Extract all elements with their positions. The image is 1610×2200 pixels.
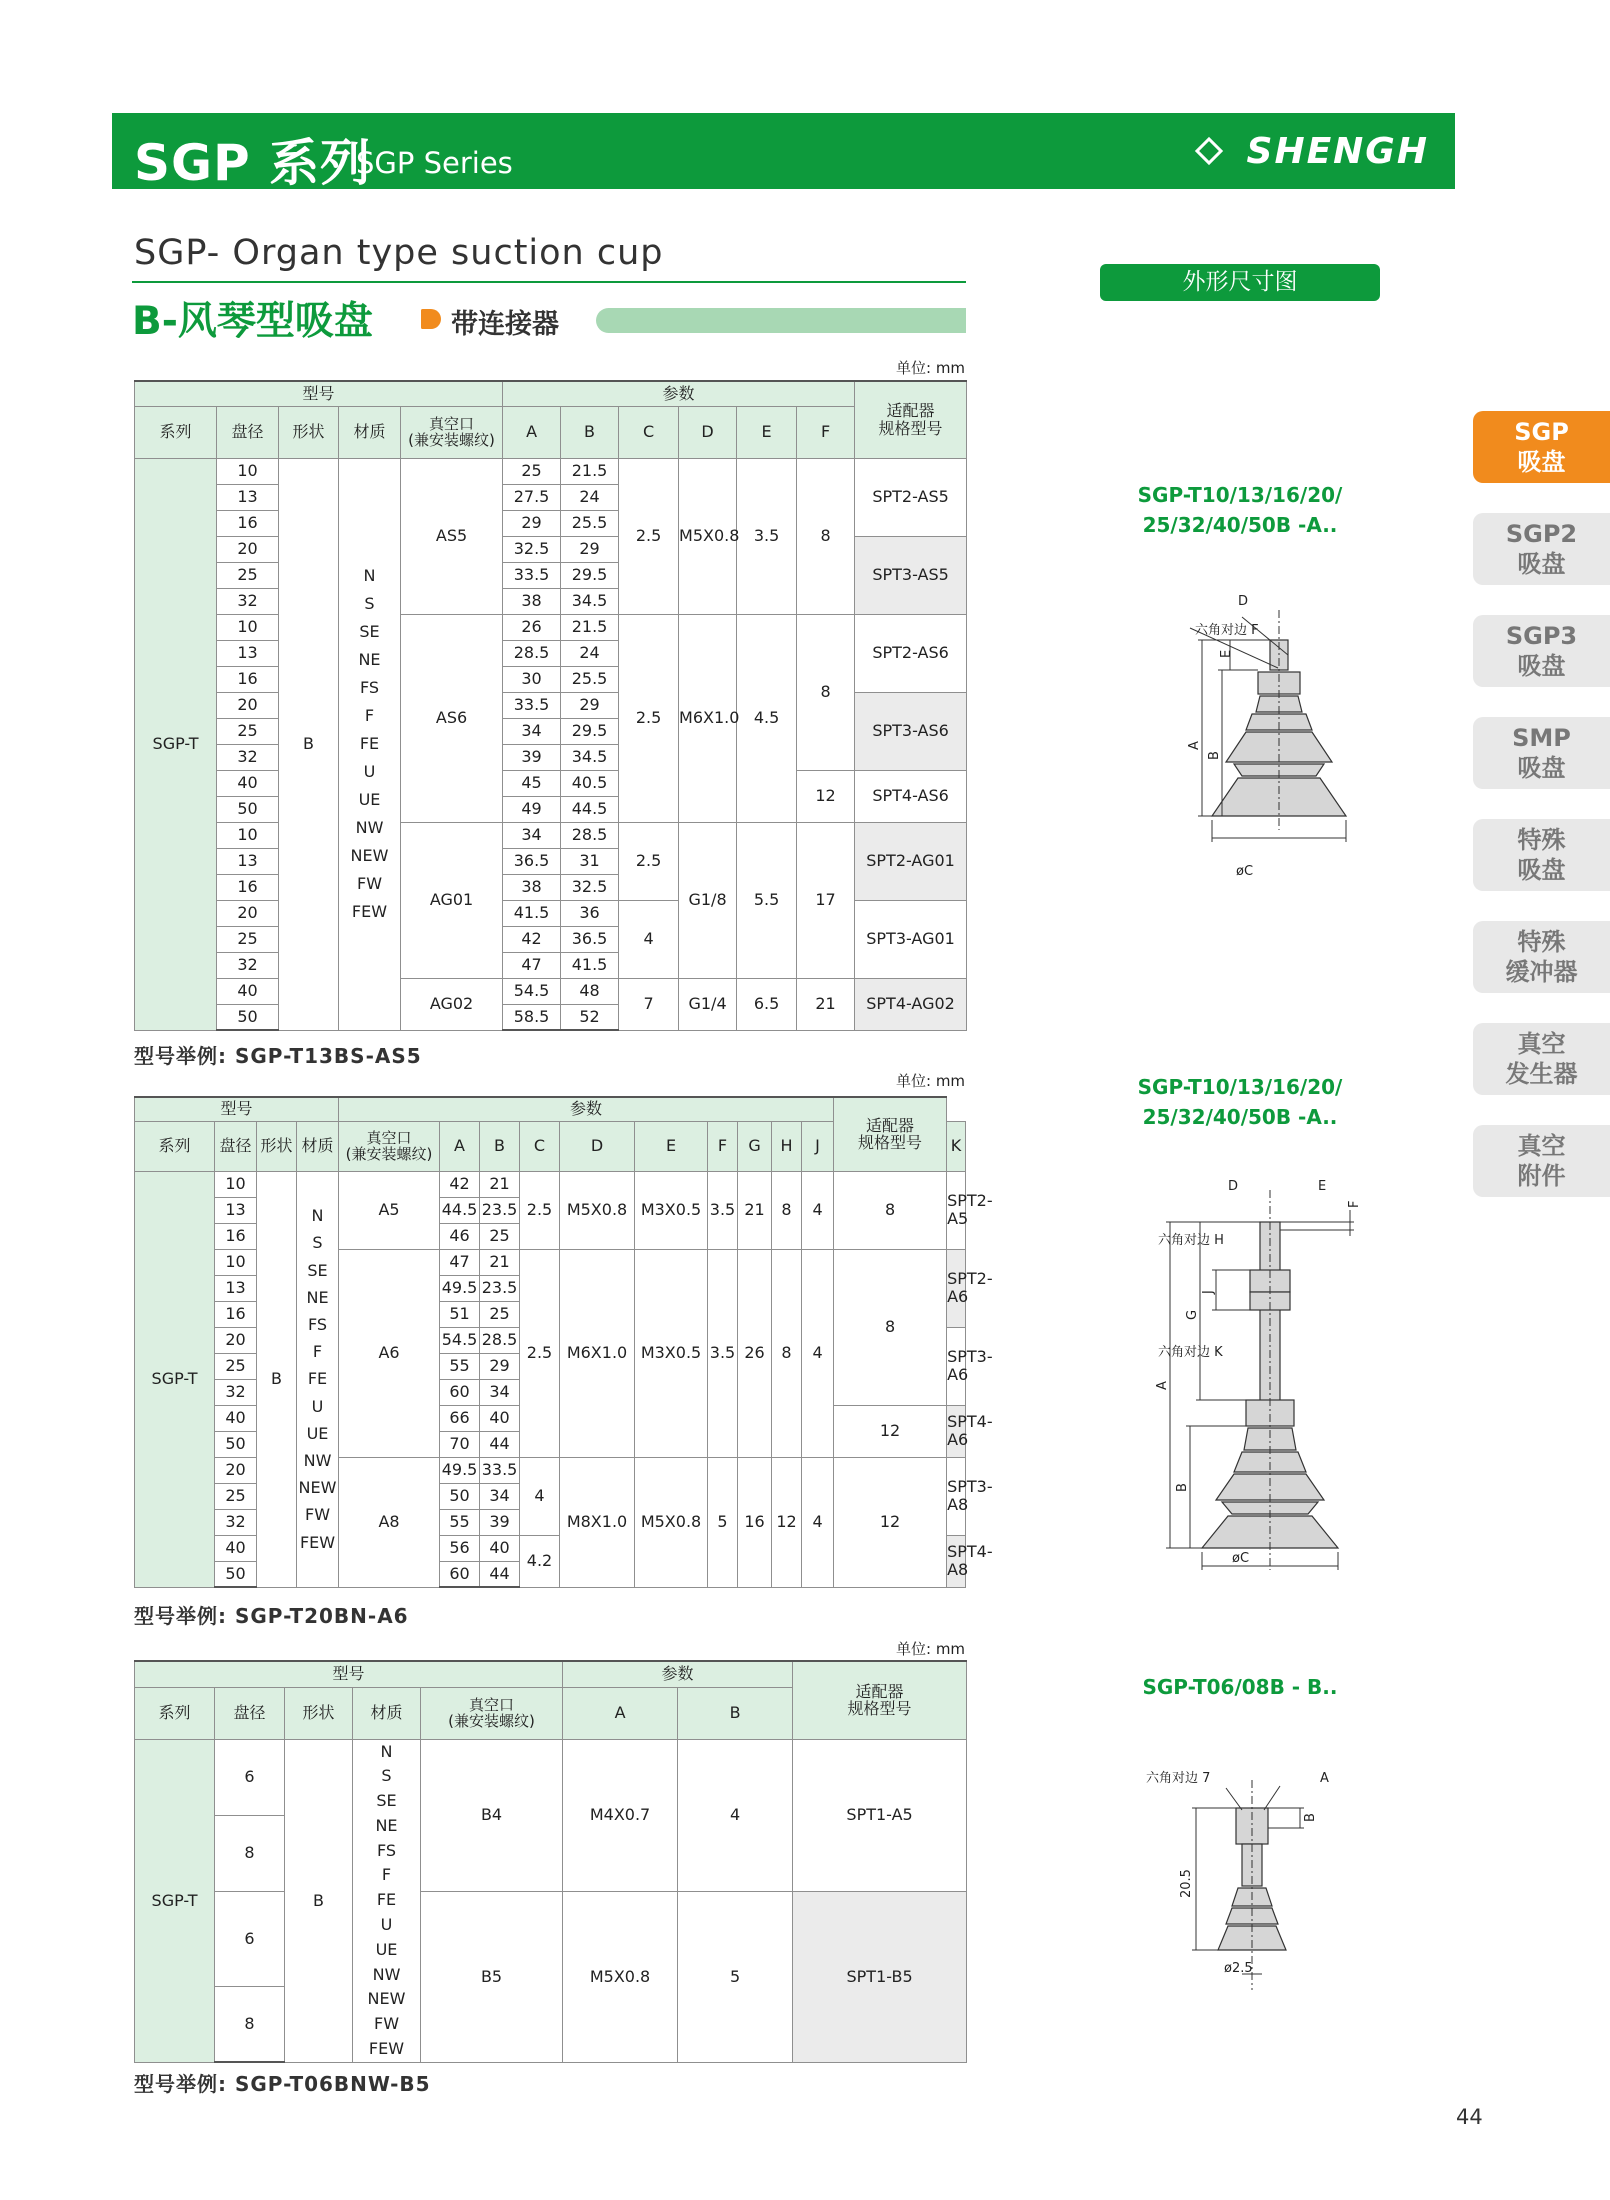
cell-j: 4 <box>802 1171 834 1249</box>
cell-b: 48 <box>561 978 619 1004</box>
cell-materials: N S SE NE FS F FE U UE NW NEW FW FEW <box>297 1171 339 1587</box>
sidebar-item-vacuum-generator[interactable]: 真空 发生器 <box>1473 1023 1610 1095</box>
cell-dia: 16 <box>215 1223 257 1249</box>
cell-b: 39 <box>480 1509 520 1535</box>
cell-a: 46 <box>440 1223 480 1249</box>
cell-j: 4 <box>802 1457 834 1587</box>
cell-a: 49.5 <box>440 1275 480 1301</box>
cell-c: 2.5 <box>619 614 679 822</box>
col-adapter: 适配器 规格型号 <box>855 381 967 458</box>
cell-c: 2.5 <box>619 822 679 900</box>
cell-dia: 40 <box>217 978 279 1004</box>
fig3-label-hex: 六角对边 7 <box>1146 1771 1211 1786</box>
cell-dia: 20 <box>217 692 279 718</box>
cell-adapter: SPT3-A8 <box>947 1457 966 1535</box>
cell-a: 60 <box>440 1379 480 1405</box>
cell-b: 44 <box>480 1561 520 1587</box>
fig3-label-b: B <box>1303 1813 1318 1822</box>
cell-dia: 10 <box>217 458 279 484</box>
cell-dia: 16 <box>217 666 279 692</box>
cell-b: 25.5 <box>561 666 619 692</box>
cell-a: 50 <box>440 1483 480 1509</box>
cell-b: 34 <box>480 1379 520 1405</box>
cell-dia: 6 <box>215 1739 285 1815</box>
cell-g: 21 <box>738 1171 772 1249</box>
cell-b: 36 <box>561 900 619 926</box>
cell-dia: 20 <box>217 536 279 562</box>
col-param-b: B <box>678 1687 793 1739</box>
cell-port: B4 <box>421 1739 563 1891</box>
cell-h: 8 <box>772 1171 802 1249</box>
cell-e: 6.5 <box>737 978 797 1030</box>
cell-a: 33.5 <box>503 562 561 588</box>
cell-d: M6X1.0 <box>679 614 737 822</box>
subtitle-bar <box>596 308 966 333</box>
cell-adapter: SPT2-AS6 <box>855 614 967 692</box>
cell-e: 5.5 <box>737 822 797 978</box>
unit-label: 单位: mm <box>896 1640 966 1658</box>
cell-port: A5 <box>339 1171 440 1249</box>
cell-dia: 13 <box>215 1197 257 1223</box>
cell-c: 2.5 <box>520 1249 560 1457</box>
cell-dia: 32 <box>217 952 279 978</box>
cell-f: 12 <box>797 770 855 822</box>
cell-dia: 50 <box>215 1431 257 1457</box>
group-header-model: 型号 <box>135 1097 339 1121</box>
cell-shape: B <box>257 1171 297 1587</box>
cell-adapter: SPT3-A6 <box>947 1327 966 1405</box>
cell-adapter: SPT3-AS5 <box>855 536 967 614</box>
cell-c: 4 <box>520 1457 560 1535</box>
cell-b: 4 <box>678 1739 793 1891</box>
cell-e: M3X0.5 <box>635 1249 708 1457</box>
group-header-param: 参数 <box>339 1097 834 1121</box>
cell-b: 31 <box>561 848 619 874</box>
col-param-c: C <box>520 1121 560 1171</box>
col-port: 真空口 (兼安装螺纹) <box>401 406 503 458</box>
cell-b: 29 <box>480 1353 520 1379</box>
cell-b: 24 <box>561 484 619 510</box>
cell-dia: 25 <box>217 718 279 744</box>
cell-b: 25 <box>480 1301 520 1327</box>
cell-adapter: SPT1-A5 <box>793 1739 967 1891</box>
cell-materials: N S SE NE FS F FE U UE NW NEW FW FEW <box>339 458 401 1030</box>
section-title-cn: B-风琴型吸盘 <box>132 299 373 344</box>
cell-k: 12 <box>834 1457 947 1587</box>
fig1-label-b: B <box>1207 751 1222 760</box>
spec-table-2 <box>134 1096 993 1588</box>
section-subtitle: 带连接器 <box>451 309 559 340</box>
cell-b: 21.5 <box>561 614 619 640</box>
cell-adapter: SPT2-A5 <box>947 1171 966 1249</box>
fig2-label-h: 六角对边 H <box>1158 1233 1224 1248</box>
cell-port: AS6 <box>401 614 503 822</box>
cell-c: 4 <box>619 900 679 978</box>
col-param-g: G <box>738 1121 772 1171</box>
figure-2-drawing <box>1080 1170 1380 1590</box>
cell-a: 33.5 <box>503 692 561 718</box>
fig2-label-a: A <box>1155 1381 1170 1390</box>
cell-b: 23.5 <box>480 1197 520 1223</box>
col-param-f: F <box>797 406 855 458</box>
cell-port: B5 <box>421 1891 563 2062</box>
col-port: 真空口 (兼安装螺纹) <box>421 1687 563 1739</box>
cell-a: 51 <box>440 1301 480 1327</box>
cell-b: 32.5 <box>561 874 619 900</box>
cell-a: 42 <box>440 1171 480 1197</box>
cell-a: 30 <box>503 666 561 692</box>
cell-a: 60 <box>440 1561 480 1587</box>
cell-dia: 16 <box>217 874 279 900</box>
cell-c: 2.5 <box>619 458 679 614</box>
cell-h: 12 <box>772 1457 802 1587</box>
cell-a: 34 <box>503 822 561 848</box>
dimension-drawing-header: 外形尺寸图 <box>1100 264 1380 301</box>
cell-dia: 16 <box>217 510 279 536</box>
cell-d: M8X1.0 <box>560 1457 635 1587</box>
cell-a: 26 <box>503 614 561 640</box>
cell-a: 44.5 <box>440 1197 480 1223</box>
logo-diamond-icon <box>1195 137 1223 165</box>
cell-dia: 10 <box>217 614 279 640</box>
cell-d: M5X0.8 <box>679 458 737 614</box>
spec-table-1 <box>134 380 967 1031</box>
fig1-label-f: 六角对边 F <box>1195 623 1259 638</box>
cell-c: 2.5 <box>520 1171 560 1249</box>
page-number: 44 <box>1456 2105 1483 2129</box>
cell-adapter: SPT3-AS6 <box>855 692 967 770</box>
cell-b: 24 <box>561 640 619 666</box>
cell-shape: B <box>279 458 339 1030</box>
cell-f: 8 <box>797 614 855 770</box>
model-example-2: 型号举例: SGP-T20BN-A6 <box>134 1604 409 1628</box>
cell-adapter: SPT4-A6 <box>947 1405 966 1457</box>
fig2-label-g: G <box>1185 1309 1200 1320</box>
cell-port: AS5 <box>401 458 503 614</box>
col-param-a: A <box>440 1121 480 1171</box>
col-shape: 形状 <box>279 406 339 458</box>
cell-dia: 8 <box>215 1986 285 2062</box>
cell-dia: 10 <box>215 1171 257 1197</box>
cell-dia: 20 <box>215 1327 257 1353</box>
header-banner <box>112 113 1455 192</box>
cell-b: 33.5 <box>480 1457 520 1483</box>
cell-adapter: SPT4-AS6 <box>855 770 967 822</box>
cell-dia: 32 <box>215 1509 257 1535</box>
cell-b: 25.5 <box>561 510 619 536</box>
title-divider <box>132 281 966 283</box>
sidebar-item-special-cup[interactable]: 特殊 吸盘 <box>1473 819 1610 891</box>
cell-d: M6X1.0 <box>560 1249 635 1457</box>
cell-g: 26 <box>738 1249 772 1457</box>
cell-h: 8 <box>772 1249 802 1457</box>
cell-b: 28.5 <box>561 822 619 848</box>
cell-b: 34.5 <box>561 588 619 614</box>
cell-f: 3.5 <box>708 1171 738 1249</box>
cell-adapter: SPT4-A8 <box>947 1535 966 1587</box>
figure-1-drawing <box>1110 580 1380 900</box>
cell-series: SGP-T <box>135 1739 215 2062</box>
cell-b: 25 <box>480 1223 520 1249</box>
cell-b: 36.5 <box>561 926 619 952</box>
cell-b: 34 <box>480 1483 520 1509</box>
cell-a: 49 <box>503 796 561 822</box>
cell-a: 45 <box>503 770 561 796</box>
cell-b: 34.5 <box>561 744 619 770</box>
fig2-label-d: D <box>1228 1179 1239 1194</box>
cell-b: 29.5 <box>561 562 619 588</box>
sidebar-item-vacuum-accessory[interactable]: 真空 附件 <box>1473 1125 1610 1197</box>
model-example-3: 型号举例: SGP-T06BNW-B5 <box>134 2072 431 2096</box>
col-param-f: F <box>708 1121 738 1171</box>
cell-port: A8 <box>339 1457 440 1587</box>
cell-e: M3X0.5 <box>635 1171 708 1249</box>
col-diameter: 盘径 <box>215 1121 257 1171</box>
col-material: 材质 <box>353 1687 421 1739</box>
cell-a: M5X0.8 <box>563 1891 678 2062</box>
cell-a: 38 <box>503 588 561 614</box>
cell-dia: 13 <box>217 848 279 874</box>
col-param-e: E <box>635 1121 708 1171</box>
fig2-label-b: B <box>1175 1483 1190 1492</box>
cell-a: 54.5 <box>503 978 561 1004</box>
cell-b: 40 <box>480 1535 520 1561</box>
fig1-label-e: E <box>1219 649 1234 658</box>
brand-logo: SHENGH <box>1246 131 1429 172</box>
series-title-en: SGP Series <box>356 146 513 180</box>
sidebar-item-special-buffer[interactable]: 特殊 缓冲器 <box>1473 921 1610 993</box>
cell-adapter: SPT2-A6 <box>947 1249 966 1327</box>
cell-j: 4 <box>802 1249 834 1457</box>
cell-b: 28.5 <box>480 1327 520 1353</box>
cell-dia: 40 <box>215 1405 257 1431</box>
cell-b: 41.5 <box>561 952 619 978</box>
figure-2-title: SGP-T10/13/16/20/ 25/32/40/50B -A.. <box>1137 1075 1343 1129</box>
fig2-label-f: F <box>1347 1200 1362 1208</box>
col-material: 材质 <box>339 406 401 458</box>
figure-3-title: SGP-T06/08B - B.. <box>1142 1675 1338 1699</box>
cell-d: G1/8 <box>679 822 737 978</box>
cell-a: 38 <box>503 874 561 900</box>
cell-dia: 32 <box>217 588 279 614</box>
cell-g: 16 <box>738 1457 772 1587</box>
cell-a: 56 <box>440 1535 480 1561</box>
col-param-b: B <box>561 406 619 458</box>
cell-a: 70 <box>440 1431 480 1457</box>
cell-b: 5 <box>678 1891 793 2062</box>
series-title: SGP 系列 <box>134 134 372 192</box>
cell-dia: 32 <box>217 744 279 770</box>
cell-b: 44.5 <box>561 796 619 822</box>
fig1-label-c: øC <box>1236 864 1254 879</box>
col-series: 系列 <box>135 1687 215 1739</box>
fig3-label-height: 20.5 <box>1179 1869 1194 1898</box>
fig1-label-d: D <box>1238 594 1249 609</box>
cell-k: 12 <box>834 1405 947 1457</box>
fig2-label-k: 六角对边 K <box>1158 1345 1223 1360</box>
bullet-icon <box>421 309 441 329</box>
cell-dia: 10 <box>217 822 279 848</box>
cell-a: 34 <box>503 718 561 744</box>
cell-a: 55 <box>440 1353 480 1379</box>
cell-dia: 40 <box>217 770 279 796</box>
cell-b: 44 <box>480 1431 520 1457</box>
col-param-a: A <box>503 406 561 458</box>
cell-d: G1/4 <box>679 978 737 1030</box>
cell-f: 21 <box>797 978 855 1030</box>
col-diameter: 盘径 <box>215 1687 285 1739</box>
cell-b: 21 <box>480 1249 520 1275</box>
cell-a: 47 <box>503 952 561 978</box>
cell-c: 7 <box>619 978 679 1030</box>
fig3-label-a: A <box>1320 1771 1329 1786</box>
cell-dia: 13 <box>215 1275 257 1301</box>
cell-dia: 25 <box>215 1483 257 1509</box>
cell-adapter: SPT2-AS5 <box>855 458 967 536</box>
cell-b: 23.5 <box>480 1275 520 1301</box>
cell-dia: 13 <box>217 484 279 510</box>
cell-dia: 32 <box>215 1379 257 1405</box>
cell-dia: 25 <box>217 926 279 952</box>
col-shape: 形状 <box>257 1121 297 1171</box>
col-adapter: 适配器 规格型号 <box>793 1661 967 1739</box>
cell-dia: 10 <box>215 1249 257 1275</box>
col-param-e: E <box>737 406 797 458</box>
cell-k: 8 <box>834 1171 947 1249</box>
cell-a: 55 <box>440 1509 480 1535</box>
group-header-model: 型号 <box>135 381 503 406</box>
cell-k: 8 <box>834 1249 947 1405</box>
cell-a: 39 <box>503 744 561 770</box>
cell-e: 4.5 <box>737 614 797 822</box>
cell-f: 5 <box>708 1457 738 1587</box>
fig2-label-e: E <box>1318 1179 1327 1194</box>
cell-dia: 20 <box>217 900 279 926</box>
col-param-b: B <box>480 1121 520 1171</box>
cell-a: 41.5 <box>503 900 561 926</box>
cell-adapter: SPT4-AG02 <box>855 978 967 1030</box>
col-param-j: J <box>802 1121 834 1171</box>
cell-a: 27.5 <box>503 484 561 510</box>
col-param-d: D <box>560 1121 635 1171</box>
cell-b: 29 <box>561 536 619 562</box>
cell-materials: N S SE NE FS F FE U UE NW NEW FW FEW <box>353 1739 421 2062</box>
cell-c: 4.2 <box>520 1535 560 1587</box>
cell-dia: 25 <box>217 562 279 588</box>
col-adapter: 适配器 规格型号 <box>834 1097 947 1171</box>
col-diameter: 盘径 <box>217 406 279 458</box>
col-param-a: A <box>563 1687 678 1739</box>
cell-b: 29.5 <box>561 718 619 744</box>
cell-e: M5X0.8 <box>635 1457 708 1587</box>
cell-a: 32.5 <box>503 536 561 562</box>
cell-f: 3.5 <box>708 1249 738 1457</box>
cell-port: AG02 <box>401 978 503 1030</box>
section-title-en: SGP- Organ type suction cup <box>134 233 664 273</box>
cell-d: M5X0.8 <box>560 1171 635 1249</box>
fig1-label-a: A <box>1187 741 1202 750</box>
cell-dia: 16 <box>215 1301 257 1327</box>
sidebar-item-sgp2[interactable]: SGP2 吸盘 <box>1473 513 1610 585</box>
cell-b: 40 <box>480 1405 520 1431</box>
cell-a: 29 <box>503 510 561 536</box>
col-material: 材质 <box>297 1121 339 1171</box>
fig3-label-c: ø2.5 <box>1224 1961 1253 1976</box>
group-header-model: 型号 <box>135 1661 563 1687</box>
cell-dia: 40 <box>215 1535 257 1561</box>
cell-a: 66 <box>440 1405 480 1431</box>
sidebar-item-sgp3[interactable]: SGP3 吸盘 <box>1473 615 1610 687</box>
cell-series: SGP-T <box>135 1171 215 1587</box>
sidebar-item-sgp[interactable]: SGP 吸盘 <box>1473 411 1610 483</box>
cell-b: 40.5 <box>561 770 619 796</box>
cell-a: 28.5 <box>503 640 561 666</box>
group-header-param: 参数 <box>503 381 855 406</box>
col-param-k: K <box>947 1121 966 1171</box>
figure-1-title: SGP-T10/13/16/20/ 25/32/40/50B -A.. <box>1137 483 1343 537</box>
col-port: 真空口 (兼安装螺纹) <box>339 1121 440 1171</box>
col-param-c: C <box>619 406 679 458</box>
group-header-param: 参数 <box>563 1661 793 1687</box>
cell-dia: 50 <box>217 1004 279 1030</box>
col-series: 系列 <box>135 406 217 458</box>
cell-a: 42 <box>503 926 561 952</box>
cell-a: 36.5 <box>503 848 561 874</box>
cell-dia: 50 <box>215 1561 257 1587</box>
model-example-1: 型号举例: SGP-T13BS-AS5 <box>134 1044 422 1068</box>
cell-dia: 13 <box>217 640 279 666</box>
unit-label: 单位: mm <box>896 1072 966 1090</box>
cell-adapter: SPT2-AG01 <box>855 822 967 900</box>
cell-f: 17 <box>797 822 855 978</box>
cell-f: 8 <box>797 458 855 614</box>
cell-dia: 50 <box>217 796 279 822</box>
cell-series: SGP-T <box>135 458 217 1030</box>
cell-adapter: SPT3-AG01 <box>855 900 967 978</box>
cell-a: 49.5 <box>440 1457 480 1483</box>
cell-port: A6 <box>339 1249 440 1457</box>
col-param-h: H <box>772 1121 802 1171</box>
fig2-label-j: J <box>1201 1290 1216 1294</box>
col-shape: 形状 <box>285 1687 353 1739</box>
cell-a: 25 <box>503 458 561 484</box>
cell-shape: B <box>285 1739 353 2062</box>
fig2-label-c: øC <box>1232 1551 1250 1566</box>
cell-port: AG01 <box>401 822 503 978</box>
cell-a: 58.5 <box>503 1004 561 1030</box>
cell-b: 52 <box>561 1004 619 1030</box>
cell-dia: 8 <box>215 1815 285 1891</box>
figure-3-drawing <box>1130 1760 1360 2020</box>
col-param-d: D <box>679 406 737 458</box>
cell-adapter: SPT1-B5 <box>793 1891 967 2062</box>
spec-table-3 <box>134 1660 967 2063</box>
cell-a: 47 <box>440 1249 480 1275</box>
cell-dia: 25 <box>215 1353 257 1379</box>
sidebar-item-smp[interactable]: SMP 吸盘 <box>1473 717 1610 789</box>
col-series: 系列 <box>135 1121 215 1171</box>
cell-dia: 20 <box>215 1457 257 1483</box>
cell-b: 29 <box>561 692 619 718</box>
cell-a: M4X0.7 <box>563 1739 678 1891</box>
cell-dia: 6 <box>215 1891 285 1986</box>
cell-b: 21 <box>480 1171 520 1197</box>
cell-a: 54.5 <box>440 1327 480 1353</box>
cell-e: 3.5 <box>737 458 797 614</box>
cell-b: 21.5 <box>561 458 619 484</box>
unit-label: 单位: mm <box>896 359 966 377</box>
